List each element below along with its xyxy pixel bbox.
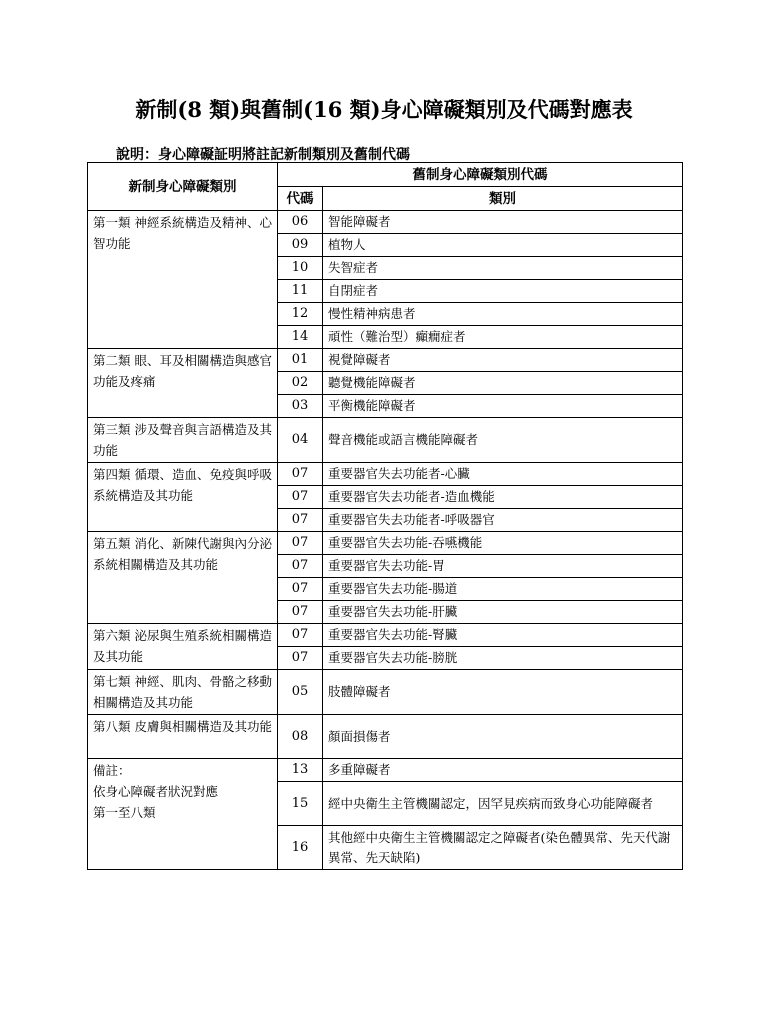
old-category-name-cell: 頑性（難治型）癲癇症者 xyxy=(323,326,683,349)
old-category-name-cell: 重要器官失去功能者-呼吸器官 xyxy=(323,509,683,532)
new-category-cell: 備註： 依身心障礙者狀況對應 第一至八類 xyxy=(88,759,278,870)
table-row xyxy=(88,211,683,234)
new-category-cell: 第四類 循環、造血、免疫與呼吸系統構造及其功能 xyxy=(88,463,278,532)
old-category-name-cell: 自閉症者 xyxy=(323,280,683,303)
old-code-cell: 07 xyxy=(278,601,323,624)
table-row xyxy=(88,349,683,372)
old-category-name-cell: 視覺障礙者 xyxy=(323,349,683,372)
old-category-name-cell: 重要器官失去功能者-心臟 xyxy=(323,463,683,486)
old-code-cell: 12 xyxy=(278,303,323,326)
old-code-cell: 14 xyxy=(278,326,323,349)
old-category-name-cell: 重要器官失去功能-膀胱 xyxy=(323,647,683,670)
old-category-name-cell: 失智症者 xyxy=(323,257,683,280)
table-body xyxy=(88,211,683,870)
old-category-name-cell: 重要器官失去功能-腸道 xyxy=(323,578,683,601)
old-category-name-cell: 重要器官失去功能-胃 xyxy=(323,555,683,578)
old-code-cell: 07 xyxy=(278,624,323,647)
new-category-cell: 第一類 神經系統構造及精神、心智功能 xyxy=(88,211,278,349)
header-code: 代碼 xyxy=(278,187,323,211)
table-row xyxy=(88,715,683,759)
table-row xyxy=(88,418,683,463)
old-code-cell: 07 xyxy=(278,578,323,601)
old-code-cell: 08 xyxy=(278,715,323,759)
old-code-cell: 09 xyxy=(278,234,323,257)
old-category-name-cell: 聲音機能或語言機能障礙者 xyxy=(323,418,683,463)
table-row xyxy=(88,463,683,486)
old-code-cell: 07 xyxy=(278,555,323,578)
old-code-cell: 05 xyxy=(278,670,323,715)
old-category-name-cell: 顏面損傷者 xyxy=(323,715,683,759)
old-code-cell: 13 xyxy=(278,759,323,782)
new-category-cell: 第六類 泌尿與生殖系統相關構造及其功能 xyxy=(88,624,278,670)
new-category-cell: 第七類 神經、肌肉、骨骼之移動相關構造及其功能 xyxy=(88,670,278,715)
new-category-cell: 第二類 眼、耳及相關構造與感官功能及疼痛 xyxy=(88,349,278,418)
old-category-name-cell: 肢體障礙者 xyxy=(323,670,683,715)
table-row xyxy=(88,759,683,782)
old-category-name-cell: 智能障礙者 xyxy=(323,211,683,234)
old-category-name-cell: 慢性精神病患者 xyxy=(323,303,683,326)
old-category-name-cell: 重要器官失去功能-肝臟 xyxy=(323,601,683,624)
old-code-cell: 16 xyxy=(278,826,323,870)
new-category-cell: 第三類 涉及聲音與言語構造及其功能 xyxy=(88,418,278,463)
disability-mapping-table xyxy=(87,162,683,870)
table-row xyxy=(88,670,683,715)
old-code-cell: 02 xyxy=(278,372,323,395)
old-category-name-cell: 平衡機能障礙者 xyxy=(323,395,683,418)
old-category-name-cell: 植物人 xyxy=(323,234,683,257)
header-category: 類別 xyxy=(323,187,683,211)
old-code-cell: 07 xyxy=(278,647,323,670)
header-new-category: 新制身心障礙類別 xyxy=(88,163,278,211)
old-code-cell: 04 xyxy=(278,418,323,463)
old-category-name-cell: 經中央衛生主管機關認定，因罕見疾病而致身心功能障礙者 xyxy=(323,782,683,826)
old-code-cell: 15 xyxy=(278,782,323,826)
old-code-cell: 03 xyxy=(278,395,323,418)
old-code-cell: 07 xyxy=(278,486,323,509)
old-category-name-cell: 聽覺機能障礙者 xyxy=(323,372,683,395)
old-category-name-cell: 重要器官失去功能者-造血機能 xyxy=(323,486,683,509)
new-category-cell: 第五類 消化、新陳代謝與內分泌系統相關構造及其功能 xyxy=(88,532,278,624)
old-category-name-cell: 重要器官失去功能-吞嚥機能 xyxy=(323,532,683,555)
old-category-name-cell: 重要器官失去功能-腎臟 xyxy=(323,624,683,647)
old-code-cell: 06 xyxy=(278,211,323,234)
document-title: 新制(8 類)與舊制(16 類)身心障礙類別及代碼對應表 xyxy=(135,97,633,122)
old-code-cell: 11 xyxy=(278,280,323,303)
new-category-cell: 第八類 皮膚與相關構造及其功能 xyxy=(88,715,278,759)
table-row xyxy=(88,532,683,555)
old-code-cell: 10 xyxy=(278,257,323,280)
old-category-name-cell: 其他經中央衛生主管機關認定之障礙者(染色體異常、先天代謝異常、先天缺陷) xyxy=(323,826,683,870)
old-code-cell: 01 xyxy=(278,349,323,372)
old-code-cell: 07 xyxy=(278,509,323,532)
old-code-cell: 07 xyxy=(278,463,323,486)
old-code-cell: 07 xyxy=(278,532,323,555)
table-row xyxy=(88,624,683,647)
explanation-note: 說明：身心障礙証明將註記新制類別及舊制代碼 xyxy=(116,147,410,163)
old-category-name-cell: 多重障礙者 xyxy=(323,759,683,782)
header-old-category-code: 舊制身心障礙類別代碼 xyxy=(278,163,683,187)
